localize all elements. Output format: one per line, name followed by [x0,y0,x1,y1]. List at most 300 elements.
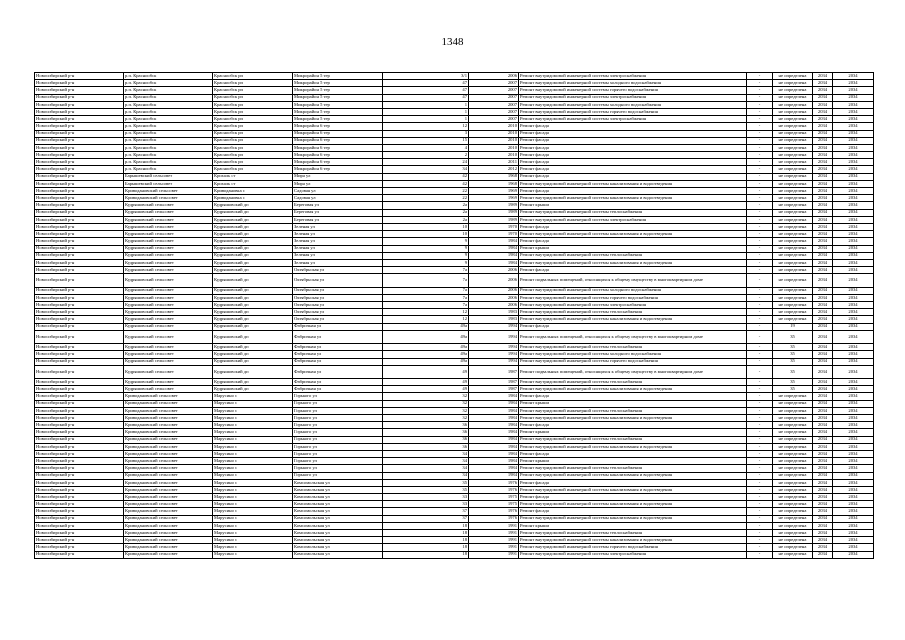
house-number-cell: 32 [383,407,469,414]
field-1-cell: - [747,267,773,274]
settlement-cell: Кудряшовский сельсовет [124,223,213,230]
field-2-cell: 35 [773,351,813,358]
field-1-cell: - [747,400,773,407]
year-cell: 1969 [469,195,519,202]
plan-year-end-cell: 2034 [833,216,874,223]
district-cell: Новосибирский р-н [35,515,124,522]
table-row [35,365,874,378]
district-cell: Новосибирский р-н [35,209,124,216]
field-2-cell: не определена [773,101,813,108]
settlement-cell: р.п. Краснообск [124,130,213,137]
settlement-cell: Криводановский сельсовет [124,522,213,529]
locality-cell: Кудряшовский дп [213,316,293,323]
settlement-cell: Кудряшовский сельсовет [124,379,213,386]
year-cell: 1994 [469,351,519,358]
work-type-cell: Ремонт фасада [519,152,747,159]
district-cell: Новосибирский р-н [35,130,124,137]
plan-year-start-cell: 2034 [813,316,833,323]
street-cell: Горького ул [293,429,383,436]
plan-year-start-cell: 2034 [813,537,833,544]
house-number-cell: 49а [383,344,469,351]
field-2-cell: не определена [773,188,813,195]
field-2-cell: не определена [773,443,813,450]
table-row [35,252,874,259]
district-cell: Новосибирский р-н [35,80,124,87]
field-2-cell: 35 [773,358,813,365]
plan-year-end-cell: 2034 [833,486,874,493]
work-type-cell: Ремонт фасада [519,393,747,400]
work-type-cell: Ремонт внутридомовой инженерной системы электроснабжения [519,216,747,223]
district-cell: Новосибирский р-н [35,259,124,266]
table-row [35,287,874,294]
field-2-cell: не определена [773,259,813,266]
locality-cell: Марусино с [213,400,293,407]
plan-year-end-cell: 2034 [833,501,874,508]
field-2-cell: не определена [773,144,813,151]
field-2-cell: не определена [773,400,813,407]
settlement-cell: Кудряшовский сельсовет [124,344,213,351]
settlement-cell: р.п. Краснообск [124,152,213,159]
locality-cell: Кудряшовский дп [213,216,293,223]
settlement-cell: Кудряшовский сельсовет [124,238,213,245]
plan-year-end-cell: 2034 [833,238,874,245]
table-row [35,144,874,151]
field-2-cell: не определена [773,302,813,309]
house-number-cell: 12 [383,309,469,316]
page-number: 1348 [441,36,464,48]
locality-cell: Марусино с [213,515,293,522]
plan-year-end-cell: 2034 [833,152,874,159]
settlement-cell: Криводановский сельсовет [124,551,213,558]
house-number-cell: 1 [383,101,469,108]
plan-year-start-cell: 2034 [813,223,833,230]
work-type-cell: Ремонт внутридомовой инженерной системы электроснабжения [519,116,747,123]
house-number-cell: 36 [383,436,469,443]
table-row [35,551,874,558]
plan-year-start-cell: 2034 [813,494,833,501]
street-cell: Горького ул [293,407,383,414]
house-number-cell: 10 [383,223,469,230]
field-1-cell: - [747,87,773,94]
plan-year-start-cell: 2034 [813,501,833,508]
plan-year-start-cell: 2034 [813,180,833,187]
settlement-cell: Криводановский сельсовет [124,407,213,414]
settlement-cell: Криводановский сельсовет [124,436,213,443]
street-cell: Комсомольская ул [293,537,383,544]
street-cell: Комсомольская ул [293,479,383,486]
street-cell: Мира ул [293,173,383,180]
street-cell: Береговая ул [293,209,383,216]
settlement-cell: р.п. Краснообск [124,159,213,166]
work-type-cell: Ремонт внутридомовой инженерной системы канализования и водоотведения [519,180,747,187]
plan-year-start-cell: 2034 [813,173,833,180]
field-1-cell: - [747,144,773,151]
field-1-cell: - [747,202,773,209]
table-row [35,309,874,316]
plan-year-end-cell: 2034 [833,351,874,358]
table-row [35,422,874,429]
settlement-cell: Криводановский сельсовет [124,422,213,429]
house-number-cell: 33 [383,501,469,508]
plan-year-start-cell: 2034 [813,358,833,365]
table-row [35,316,874,323]
district-cell: Новосибирский р-н [35,152,124,159]
year-cell: 1975 [469,494,519,501]
year-cell: 2007 [469,94,519,101]
settlement-cell: Криводановский сельсовет [124,472,213,479]
settlement-cell: р.п. Краснообск [124,116,213,123]
table-row [35,323,874,330]
field-1-cell: - [747,108,773,115]
field-1-cell: - [747,501,773,508]
house-number-cell: 34 [383,458,469,465]
district-cell: Новосибирский р-н [35,166,124,173]
year-cell: 2012 [469,166,519,173]
plan-year-start-cell: 2034 [813,458,833,465]
table-row [35,209,874,216]
settlement-cell: Кудряшовский сельсовет [124,267,213,274]
table-row [35,537,874,544]
locality-cell: Крохаль ст [213,180,293,187]
work-type-cell: Ремонт фасада [519,508,747,515]
work-type-cell: Ремонт внутридомовой инженерной системы канализования и водоотведения [519,386,747,393]
plan-year-end-cell: 2034 [833,551,874,558]
year-cell: 1989 [469,216,519,223]
plan-year-start-cell: 2034 [813,522,833,529]
work-type-cell: Ремонт фасада [519,323,747,330]
table-row [35,472,874,479]
settlement-cell: Барышевский сельсовет [124,180,213,187]
house-number-cell: 49а [383,323,469,330]
street-cell: Октябрьская ул [293,287,383,294]
year-cell: 1984 [469,400,519,407]
year-cell: 1984 [469,443,519,450]
year-cell: 1984 [469,259,519,266]
work-type-cell: Ремонт крыши [519,202,747,209]
house-number-cell: 37 [383,515,469,522]
house-number-cell: 18 [383,522,469,529]
field-1-cell: - [747,415,773,422]
locality-cell: Кудряшовский дп [213,209,293,216]
plan-year-end-cell: 2034 [833,195,874,202]
field-1-cell: - [747,130,773,137]
plan-year-end-cell: 2034 [833,188,874,195]
plan-year-end-cell: 2034 [833,259,874,266]
district-cell: Новосибирский р-н [35,144,124,151]
year-cell: 2006 [469,267,519,274]
house-number-cell: 47 [383,80,469,87]
plan-year-start-cell: 2034 [813,80,833,87]
field-1-cell: - [747,436,773,443]
house-number-cell: 1 [383,116,469,123]
district-cell: Новосибирский р-н [35,87,124,94]
work-type-cell: Ремонт фасада [519,130,747,137]
field-2-cell: не определена [773,287,813,294]
table-row [35,173,874,180]
field-2-cell: не определена [773,465,813,472]
locality-cell: Краснообск рп [213,108,293,115]
settlement-cell: Барышевский сельсовет [124,173,213,180]
street-cell: Фабричная ул [293,330,383,343]
field-1-cell: - [747,544,773,551]
table-row [35,386,874,393]
table-row [35,87,874,94]
table-row [35,393,874,400]
year-cell: 2006 [469,73,519,80]
settlement-cell: р.п. Краснообск [124,123,213,130]
year-cell: 1994 [469,323,519,330]
settlement-cell: Криводановский сельсовет [124,450,213,457]
locality-cell: Краснообск рп [213,87,293,94]
house-number-cell: 7а [383,267,469,274]
field-1-cell: - [747,259,773,266]
settlement-cell: р.п. Краснообск [124,94,213,101]
plan-year-start-cell: 2034 [813,87,833,94]
plan-year-start-cell: 2034 [813,386,833,393]
field-1-cell: - [747,94,773,101]
plan-year-start-cell: 2034 [813,130,833,137]
locality-cell: Кудряшовский дп [213,344,293,351]
settlement-cell: Кудряшовский сельсовет [124,245,213,252]
work-type-cell: Ремонт внутридомовой инженерной системы канализования и водоотведения [519,231,747,238]
house-number-cell: 49а [383,330,469,343]
year-cell: 1989 [469,209,519,216]
field-2-cell: не определена [773,245,813,252]
plan-year-end-cell: 2034 [833,87,874,94]
field-1-cell: - [747,486,773,493]
work-type-cell: Ремонт внутридомовой инженерной системы канализования и водоотведения [519,443,747,450]
settlement-cell: р.п. Краснообск [124,108,213,115]
settlement-cell: Кудряшовский сельсовет [124,209,213,216]
table-row [35,188,874,195]
street-cell: Микрорайон 6 тер [293,123,383,130]
work-type-cell: Ремонт крыши [519,400,747,407]
district-cell: Новосибирский р-н [35,400,124,407]
house-number-cell: 3 [383,130,469,137]
street-cell: Зеленая ул [293,231,383,238]
field-1-cell: - [747,209,773,216]
plan-year-end-cell: 2034 [833,309,874,316]
plan-year-end-cell: 2034 [833,223,874,230]
field-1-cell: - [747,365,773,378]
year-cell: 1984 [469,472,519,479]
work-type-cell: Ремонт внутридомовой инженерной системы теплоснабжения [519,344,747,351]
street-cell: Горького ул [293,436,383,443]
table-row [35,245,874,252]
settlement-cell: р.п. Краснообск [124,101,213,108]
district-cell: Новосибирский р-н [35,450,124,457]
plan-year-start-cell: 2034 [813,472,833,479]
work-type-cell: Ремонт внутридомовой инженерной системы теплоснабжения [519,530,747,537]
district-cell: Новосибирский р-н [35,330,124,343]
locality-cell: Марусино с [213,465,293,472]
district-cell: Новосибирский р-н [35,94,124,101]
plan-year-end-cell: 2034 [833,472,874,479]
locality-cell: Кудряшовский дп [213,330,293,343]
house-number-cell: 4 [383,144,469,151]
plan-year-start-cell: 2034 [813,202,833,209]
table-row [35,415,874,422]
field-1-cell: - [747,159,773,166]
plan-year-end-cell: 2034 [833,302,874,309]
settlement-cell: Криводановский сельсовет [124,508,213,515]
field-1-cell: - [747,515,773,522]
year-cell: 2007 [469,116,519,123]
settlement-cell: Кудряшовский сельсовет [124,274,213,287]
field-2-cell: не определена [773,130,813,137]
plan-year-start-cell: 2034 [813,123,833,130]
work-type-cell: Ремонт фасада [519,450,747,457]
plan-year-start-cell: 2034 [813,152,833,159]
plan-year-end-cell: 2034 [833,465,874,472]
field-2-cell: не определена [773,231,813,238]
plan-year-start-cell: 2034 [813,94,833,101]
district-cell: Новосибирский р-н [35,472,124,479]
locality-cell: Марусино с [213,407,293,414]
plan-year-end-cell: 2034 [833,80,874,87]
work-type-cell: Ремонт крыши [519,429,747,436]
street-cell: Микрорайон 5 тер [293,80,383,87]
house-number-cell: 18 [383,530,469,537]
locality-cell: Кудряшовский дп [213,379,293,386]
house-number-cell: 37 [383,508,469,515]
street-cell: Октябрьская ул [293,316,383,323]
house-number-cell: 7а [383,287,469,294]
work-type-cell: Ремонт внутридомовой инженерной системы канализования и водоотведения [519,415,747,422]
field-2-cell: не определена [773,508,813,515]
field-1-cell: - [747,479,773,486]
locality-cell: Краснообск рп [213,144,293,151]
locality-cell: Марусино с [213,393,293,400]
settlement-cell: Криводановский сельсовет [124,400,213,407]
table-row [35,522,874,529]
work-type-cell: Ремонт внутридомовой инженерной системы горячего водоснабжения [519,544,747,551]
house-number-cell: 2а [383,209,469,216]
work-type-cell: Ремонт крыши [519,522,747,529]
district-cell: Новосибирский р-н [35,188,124,195]
field-2-cell: не определена [773,458,813,465]
plan-year-end-cell: 2034 [833,522,874,529]
table-row [35,458,874,465]
plan-year-end-cell: 2034 [833,316,874,323]
year-cell: 2007 [469,80,519,87]
plan-year-start-cell: 2034 [813,344,833,351]
district-cell: Новосибирский р-н [35,302,124,309]
work-type-cell: Ремонт крыши [519,458,747,465]
field-1-cell: - [747,188,773,195]
street-cell: Фабричная ул [293,344,383,351]
locality-cell: Кудряшовский дп [213,231,293,238]
work-type-cell: Ремонт внутридомовой инженерной системы теплоснабжения [519,379,747,386]
plan-year-start-cell: 2034 [813,407,833,414]
plan-year-start-cell: 2034 [813,323,833,330]
house-number-cell: 49 [383,386,469,393]
plan-year-start-cell: 2034 [813,166,833,173]
house-number-cell: 15 [383,137,469,144]
work-type-cell: Ремонт фасада [519,166,747,173]
year-cell: 1983 [469,316,519,323]
settlement-cell: Кудряшовский сельсовет [124,294,213,301]
table-row [35,465,874,472]
street-cell: Береговая ул [293,202,383,209]
plan-year-start-cell: 2034 [813,365,833,378]
house-number-cell: 12 [383,316,469,323]
field-2-cell: не определена [773,238,813,245]
settlement-cell: Кудряшовский сельсовет [124,309,213,316]
district-cell: Новосибирский р-н [35,159,124,166]
plan-year-end-cell: 2034 [833,415,874,422]
district-cell: Новосибирский р-н [35,393,124,400]
plan-year-end-cell: 2034 [833,116,874,123]
plan-year-start-cell: 2034 [813,479,833,486]
work-type-cell: Ремонт фасада [519,238,747,245]
field-1-cell: - [747,116,773,123]
work-type-cell: Ремонт внутридомовой инженерной системы горячего водоснабжения [519,358,747,365]
plan-year-start-cell: 2034 [813,302,833,309]
street-cell: Садовая ул [293,195,383,202]
year-cell: 2010 [469,130,519,137]
table-row [35,436,874,443]
field-1-cell: - [747,344,773,351]
field-1-cell: - [747,137,773,144]
house-number-cell: 3/1 [383,73,469,80]
field-1-cell: - [747,330,773,343]
field-1-cell: - [747,386,773,393]
field-1-cell: - [747,287,773,294]
plan-year-end-cell: 2034 [833,108,874,115]
field-1-cell: - [747,123,773,130]
year-cell: 1989 [469,202,519,209]
field-2-cell: 35 [773,379,813,386]
field-2-cell: не определена [773,216,813,223]
year-cell: 1968 [469,180,519,187]
house-number-cell: 1 [383,108,469,115]
plan-year-end-cell: 2034 [833,365,874,378]
plan-year-end-cell: 2034 [833,358,874,365]
plan-year-end-cell: 2034 [833,287,874,294]
year-cell: 1976 [469,508,519,515]
street-cell: Октябрьская ул [293,294,383,301]
settlement-cell: Криводановский сельсовет [124,393,213,400]
work-type-cell: Ремонт фасада [519,173,747,180]
district-cell: Новосибирский р-н [35,316,124,323]
field-1-cell: - [747,245,773,252]
year-cell: 2007 [469,108,519,115]
field-1-cell: - [747,223,773,230]
street-cell: Горького ул [293,393,383,400]
work-type-cell: Ремонт фасада [519,479,747,486]
street-cell: Зеленая ул [293,245,383,252]
table-row [35,330,874,343]
field-1-cell: - [747,274,773,287]
district-cell: Новосибирский р-н [35,223,124,230]
street-cell: Микрорайон 5 тер [293,108,383,115]
field-2-cell: не определена [773,522,813,529]
locality-cell: Кудряшовский дп [213,323,293,330]
table-row [35,223,874,230]
year-cell: 1984 [469,407,519,414]
field-2-cell: не определена [773,80,813,87]
table-row [35,137,874,144]
field-2-cell: 35 [773,386,813,393]
street-cell: Мира ул [293,180,383,187]
settlement-cell: Криводановский сельсовет [124,530,213,537]
field-2-cell: не определена [773,415,813,422]
district-cell: Новосибирский р-н [35,358,124,365]
field-2-cell: не определена [773,202,813,209]
table-row [35,130,874,137]
settlement-cell: Криводановский сельсовет [124,415,213,422]
